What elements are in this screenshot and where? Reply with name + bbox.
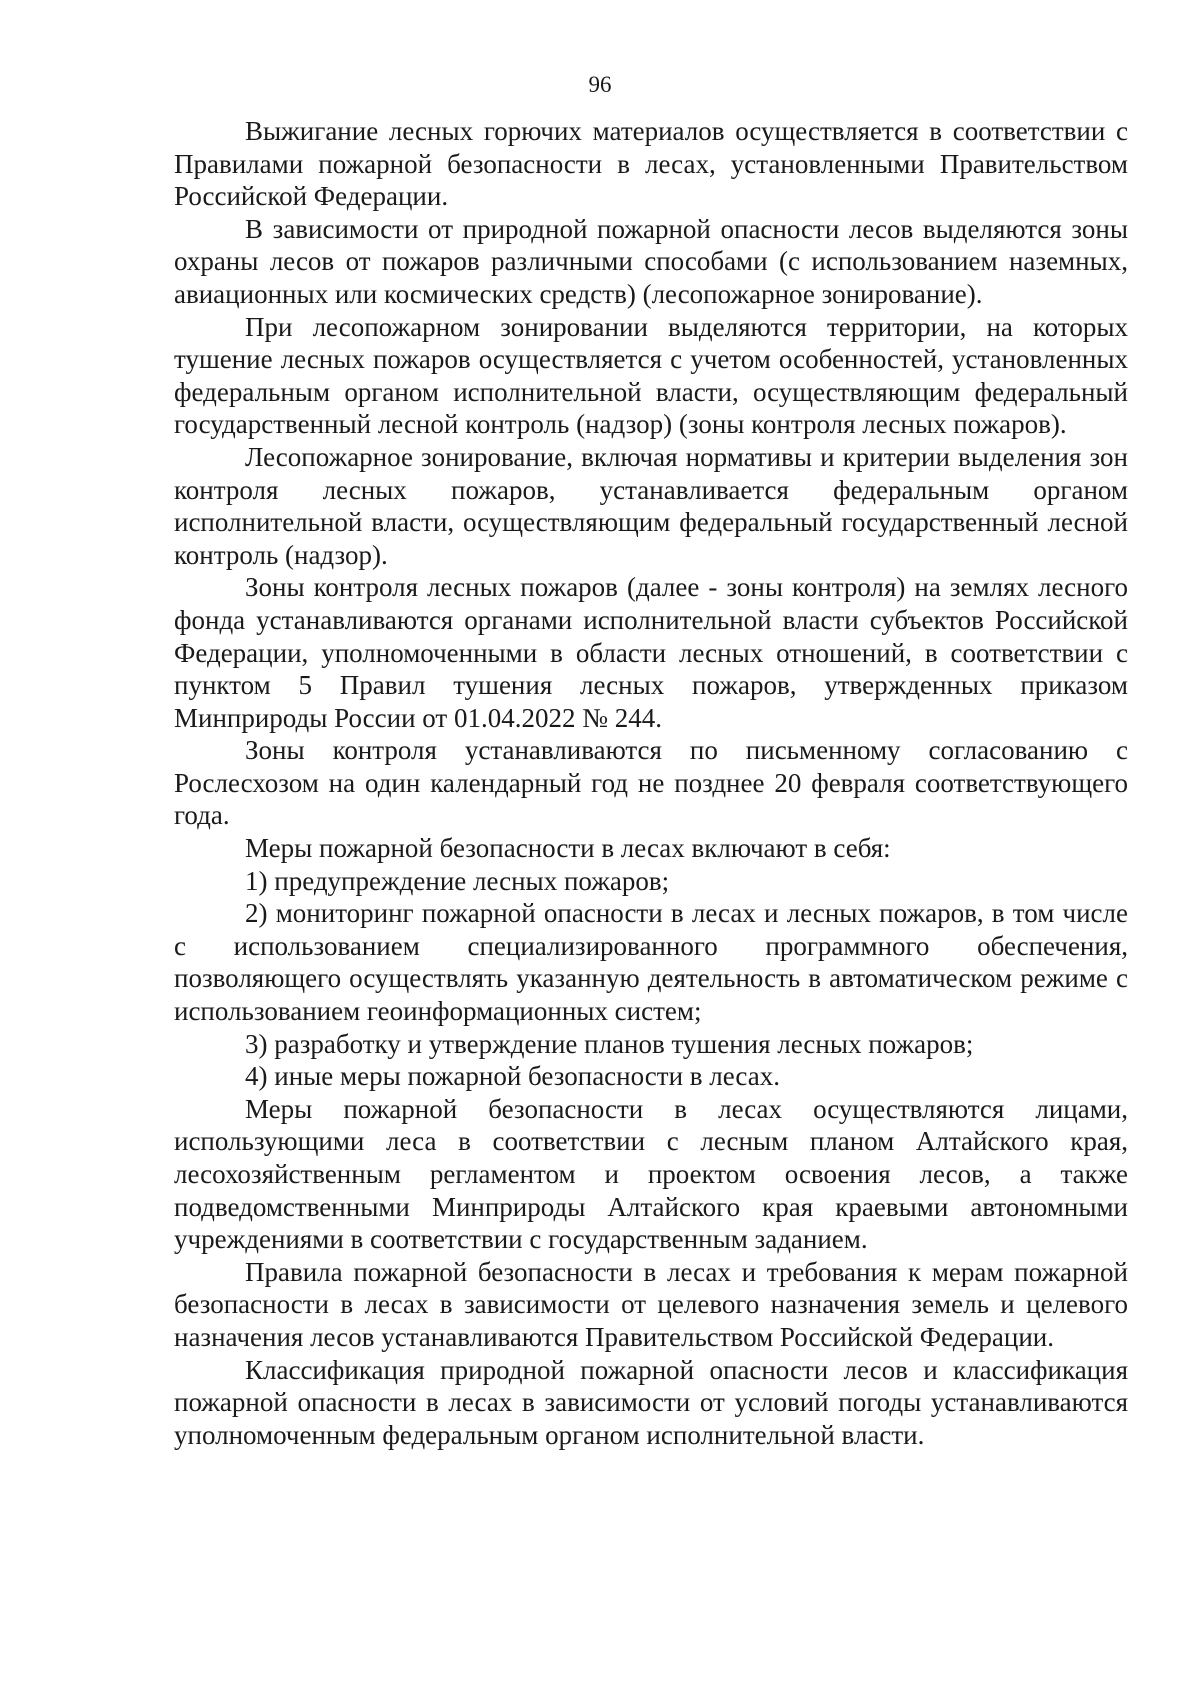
list-item-monitoring: 2) мониторинг пожарной опасности в лесах и лесных пожаров, в том числе с использованием специализированного программного обеспечения, позволяющего осуществлять указанную деятельность в автоматическом режиме с использованием геоинформационных систем;: [174, 898, 1128, 1027]
list-item-prevention: 1) предупреждение лесных пожаров;: [245, 865, 670, 896]
paragraph-safety-rules: Правила пожарной безопасности в лесах и требования к мерам пожарной безопасности в лесах в зависимости от целевого назначения земель и целевого назначения лесов устанавливаются Правительством Российской Федерации.: [174, 1256, 1128, 1352]
list-item-other-measures: 4) иные меры пожарной безопасности в лесах.: [245, 1061, 780, 1092]
list-item-plans: 3) разработку и утверждение планов тушения лесных пожаров;: [245, 1028, 974, 1059]
paragraph-classification: Классификация природной пожарной опасности лесов и классификация пожарной опасности в лесах в зависимости от условий погоды устанавливаются уполномоченным федеральным органом исполнительной власти.: [174, 1354, 1128, 1450]
paragraph-zoning-territories: При лесопожарном зонировании выделяются территории, на которых тушение лесных пожаров осуществляется с учетом особенностей, установленных федеральным органом исполнительной власти, осуществляющим федеральный государственный лесной контроль (надзор) (зоны контроля лесных пожаров).: [174, 311, 1128, 440]
paragraph-zoning-standards: Лесопожарное зонирование, включая нормативы и критерии выделения зон контроля лесных пожаров, устанавливается федеральным органом исполнительной власти, осуществляющим федеральный государственный лесной контроль (надзор).: [174, 441, 1128, 570]
document-body: [174, 115, 1128, 1451]
page-number: 96: [588, 72, 612, 97]
paragraph-protection-zones: В зависимости от природной пожарной опасности лесов выделяются зоны охраны лесов от пожаров различными способами (с использованием наземных, авиационных или космических средств) (лесопожарное зонирование).: [174, 213, 1128, 309]
paragraph-control-zones: Зоны контроля лесных пожаров (далее - зоны контроля) на землях лесного фонда устанавливаются органами исполнительной власти субъектов Российской Федерации, уполномоченными в области лесных отношений, в соответствии с пунктом 5 Правил тушения лесных пожаров, утвержденных приказом Минприроды России от 01.04.2022 № 244.: [174, 572, 1128, 733]
paragraph-burning: Выжигание лесных горючих материалов осуществляется в соответствии с Правилами пожарной безопасности в лесах, установленными Правительством Российской Федерации.: [174, 116, 1128, 212]
paragraph-control-zones-approval: Зоны контроля устанавливаются по письменному согласованию с Рослесхозом на один календарный год не позднее 20 февраля соответствующего года.: [174, 735, 1128, 831]
paragraph-measures-implementation: Меры пожарной безопасности в лесах осуществляются лицами, использующими леса в соответствии с лесным планом Алтайского края, лесохозяйственным регламентом и проектом освоения лесов, а также подведомственными Минприроды Алтайского края краевыми автономными учреждениями в соответствии с государственным заданием.: [174, 1093, 1128, 1255]
paragraph-measures-intro: Меры пожарной безопасности в лесах включают в себя:: [245, 833, 891, 864]
